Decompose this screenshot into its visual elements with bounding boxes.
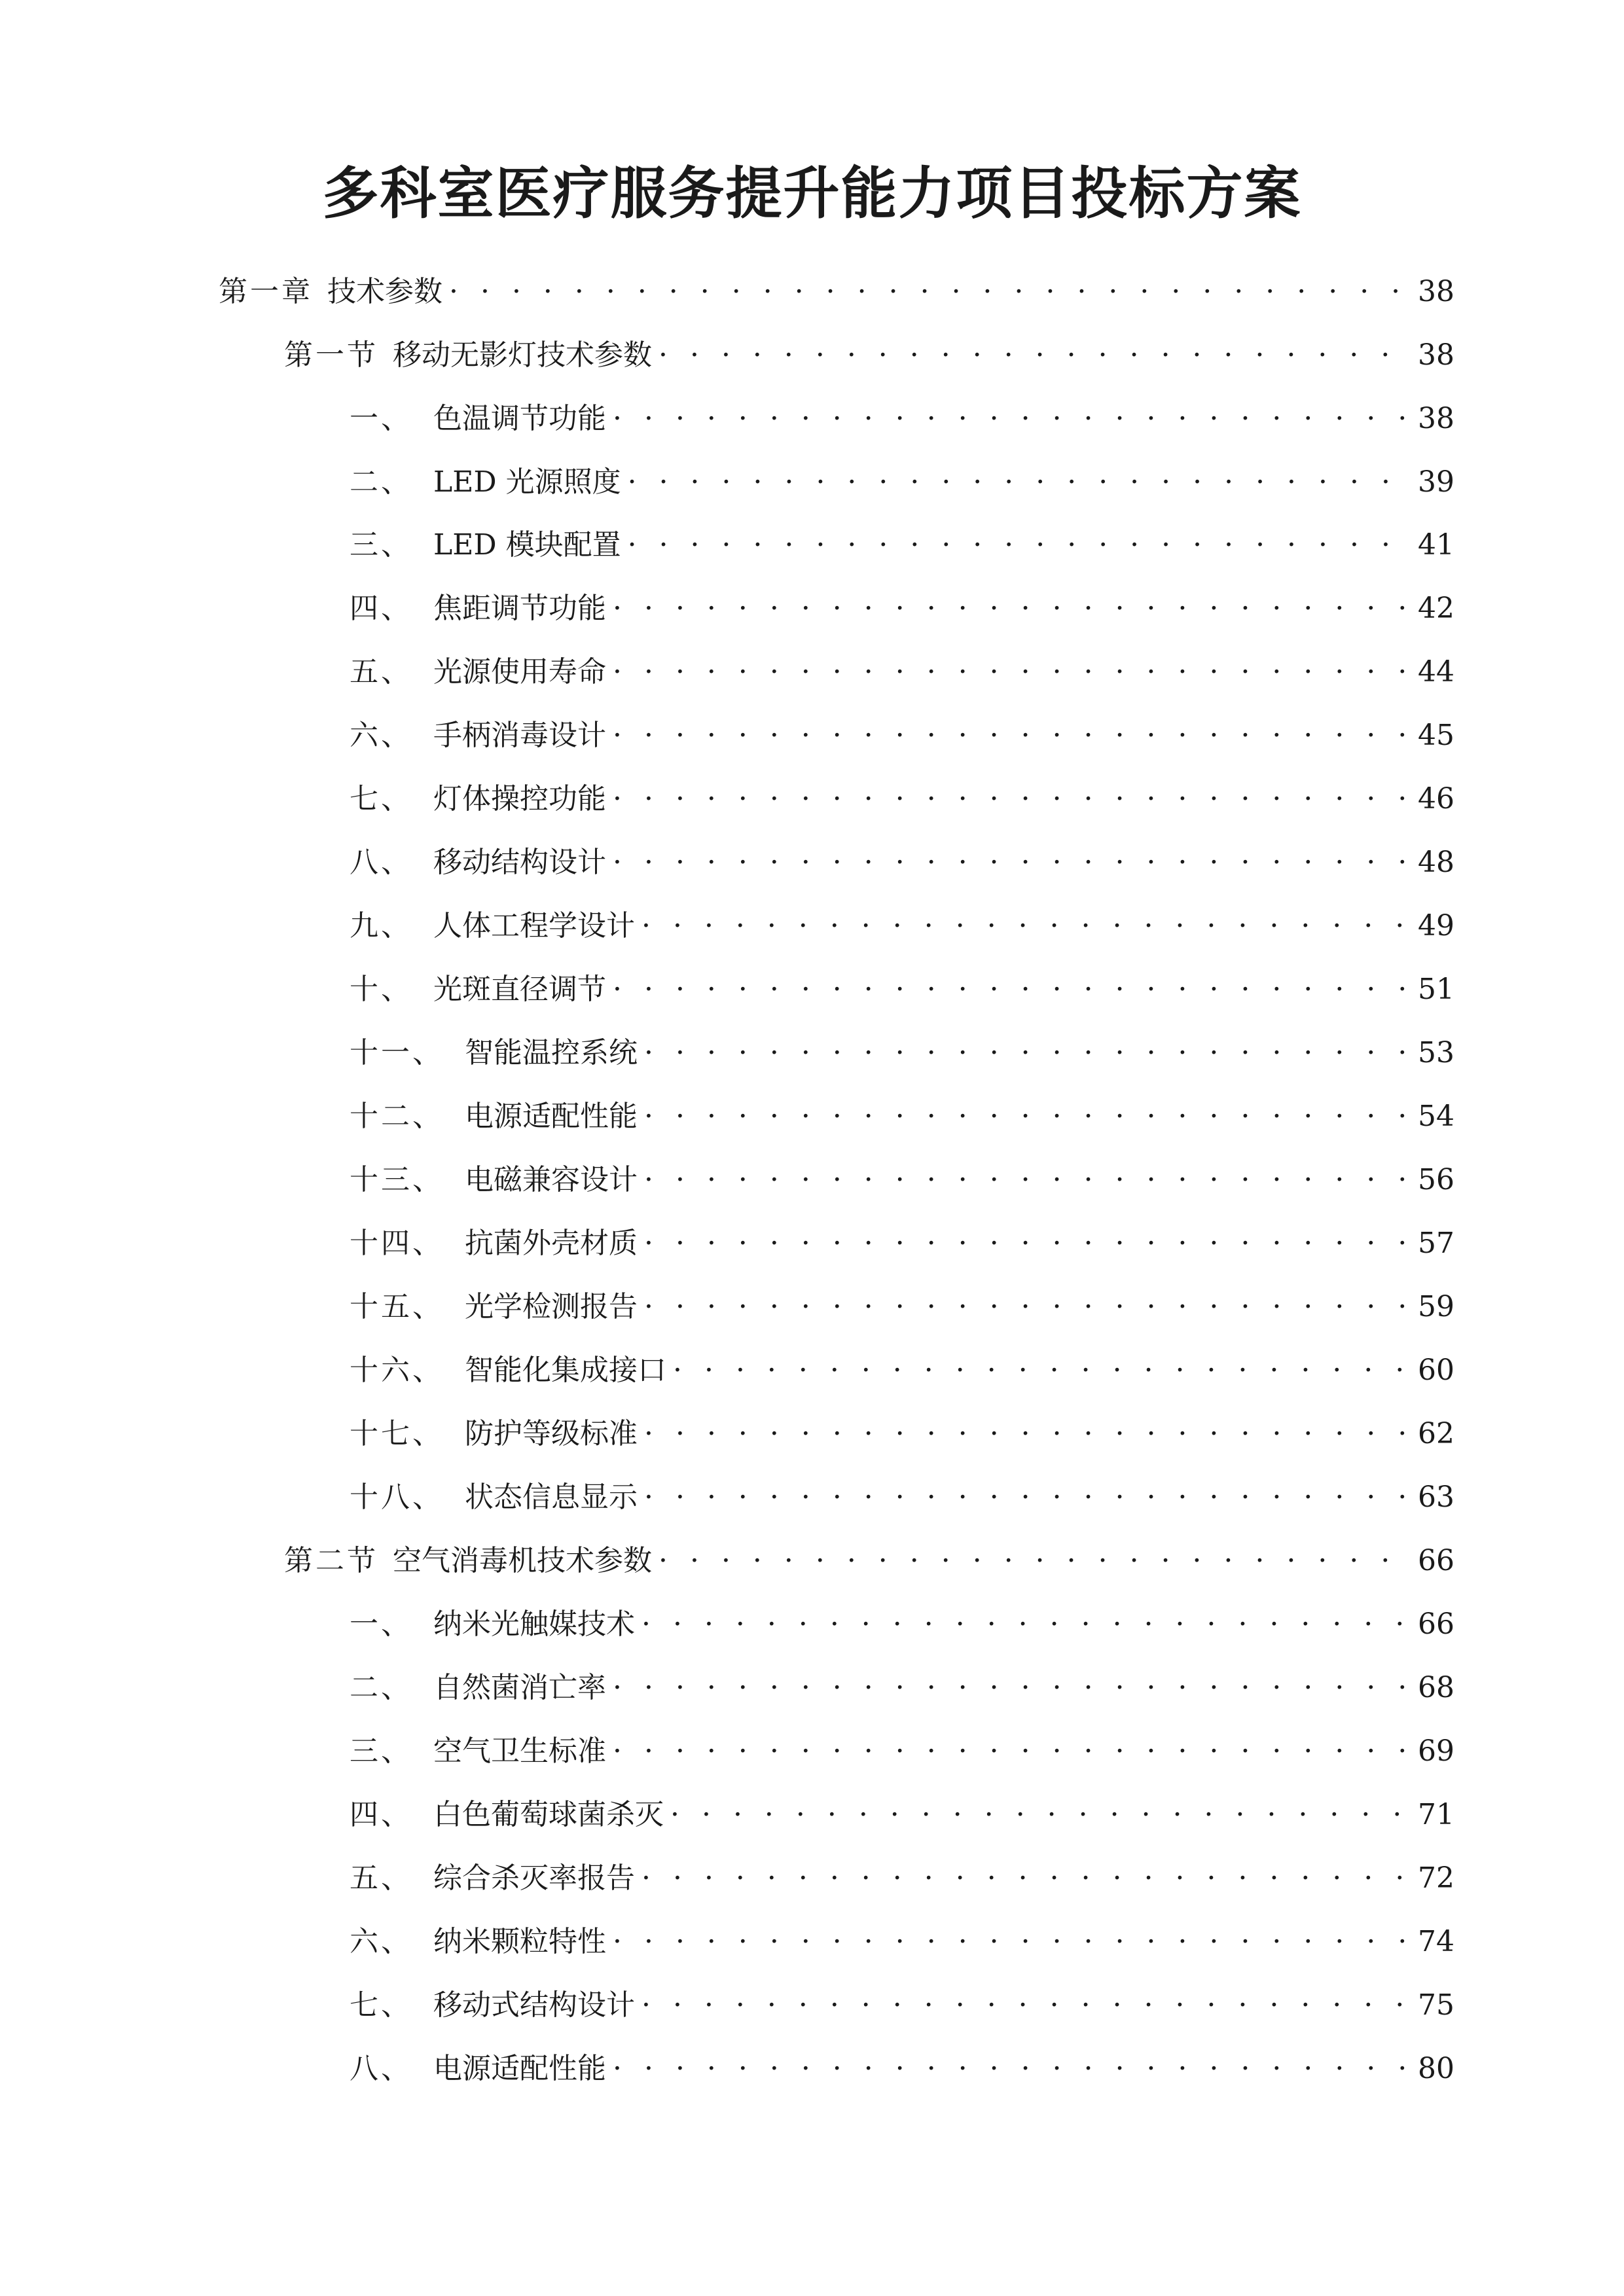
- toc-entry-title: 空气消毒机技术参数: [393, 1544, 652, 1577]
- dot-leader: [641, 1859, 1409, 1898]
- toc-entry-page: 74: [1418, 1925, 1454, 1958]
- toc-entry-title: 空气卫生标准: [433, 1734, 606, 1768]
- toc-entry-item[interactable]: [350, 1097, 1454, 1136]
- toc-entry-page: 38: [1418, 338, 1454, 372]
- toc-entry-item[interactable]: [350, 653, 1454, 692]
- toc-entry-page: 42: [1418, 592, 1454, 625]
- toc-entry-page: 46: [1418, 782, 1454, 816]
- dot-leader: [659, 336, 1409, 375]
- toc-entry-number: 二、: [350, 1671, 412, 1704]
- toc-entry-page: 54: [1418, 1100, 1454, 1133]
- toc-entry-item[interactable]: [350, 1160, 1454, 1200]
- toc-entry-number: 第二节: [284, 1544, 378, 1577]
- dot-leader: [673, 1351, 1409, 1390]
- toc-entry-title: 光斑直径调节: [433, 973, 606, 1006]
- dot-leader: [613, 1668, 1409, 1708]
- dot-leader: [613, 970, 1409, 1009]
- toc-entry-title: 移动式结构设计: [433, 1988, 635, 2022]
- toc-entry-number: 六、: [350, 1925, 412, 1958]
- dot-leader: [641, 906, 1409, 946]
- toc-entry-item[interactable]: [350, 1478, 1454, 1517]
- toc-entry-item[interactable]: [350, 1224, 1454, 1263]
- toc-entry-item[interactable]: [350, 906, 1454, 946]
- toc-entry-title: 纳米光触媒技术: [433, 1607, 635, 1641]
- toc-entry-number: 五、: [350, 1861, 412, 1895]
- toc-entry-item[interactable]: [350, 2049, 1454, 2089]
- dot-leader: [613, 1922, 1409, 1962]
- toc-entry-page: 39: [1418, 465, 1454, 499]
- toc-entry-title: 手柄消毒设计: [433, 719, 606, 752]
- toc-entry-page: 41: [1418, 528, 1454, 562]
- document-title: 多科室医疗服务提升能力项目投标方案: [322, 161, 1302, 226]
- toc-entry-chapter[interactable]: [219, 272, 1454, 312]
- dot-leader: [644, 1097, 1409, 1136]
- dot-leader: [628, 463, 1409, 502]
- toc-entry-title: 智能温控系统: [465, 1036, 638, 1069]
- toc-entry-title: 灯体操控功能: [433, 782, 606, 816]
- toc-entry-title: 移动结构设计: [433, 846, 606, 879]
- toc-entry-item[interactable]: [350, 780, 1454, 819]
- toc-entry-item[interactable]: [350, 1668, 1454, 1708]
- dot-leader: [644, 1160, 1409, 1200]
- dot-leader: [613, 2049, 1409, 2089]
- toc-entry-title: 智能化集成接口: [465, 1354, 666, 1387]
- toc-entry-number: 十八、: [350, 1480, 444, 1514]
- toc-entry-number: 十、: [350, 973, 412, 1006]
- toc-entry-title: 纳米颗粒特性: [433, 1925, 606, 1958]
- dot-leader: [644, 1033, 1409, 1073]
- dot-leader: [613, 589, 1409, 628]
- toc-entry-title: 光源使用寿命: [433, 655, 606, 689]
- toc-entry-title: 电磁兼容设计: [465, 1163, 638, 1196]
- toc-entry-item[interactable]: [350, 589, 1454, 628]
- dot-leader: [613, 716, 1409, 755]
- toc-entry-title: 电源适配性能: [433, 2052, 606, 2085]
- dot-leader: [659, 1541, 1409, 1581]
- toc-entry-number: 四、: [350, 1798, 412, 1831]
- dot-leader: [644, 1287, 1409, 1327]
- toc-entry-number: 十二、: [350, 1100, 444, 1133]
- toc-entry-page: 49: [1418, 909, 1454, 942]
- toc-entry-page: 71: [1418, 1798, 1454, 1831]
- toc-entry-page: 45: [1418, 719, 1454, 752]
- toc-entry-title: 综合杀灭率报告: [433, 1861, 635, 1895]
- toc-entry-page: 68: [1418, 1671, 1454, 1704]
- dot-leader: [641, 1986, 1409, 2025]
- dot-leader: [613, 843, 1409, 882]
- toc-entry-number: 第一节: [284, 338, 378, 372]
- toc-entry-number: 十五、: [350, 1290, 444, 1323]
- toc-entry-number: 八、: [350, 846, 412, 879]
- toc-entry-page: 66: [1418, 1544, 1454, 1577]
- dot-leader: [613, 1732, 1409, 1771]
- toc-entry-number: 三、: [350, 1734, 412, 1768]
- dot-leader: [613, 780, 1409, 819]
- toc-entry-title: 白色葡萄球菌杀灭: [433, 1798, 664, 1831]
- toc-entry-page: 69: [1418, 1734, 1454, 1768]
- toc-entry-page: 66: [1418, 1607, 1454, 1641]
- toc-entry-page: 38: [1418, 402, 1454, 435]
- toc-entry-item[interactable]: [350, 399, 1454, 439]
- toc-entry-item[interactable]: [350, 843, 1454, 882]
- toc-entry-title: 色温调节功能: [433, 402, 606, 435]
- toc-entry-title: 防护等级标准: [465, 1417, 638, 1450]
- toc-entry-page: 38: [1418, 275, 1454, 308]
- toc-entry-number: 三、: [350, 528, 412, 562]
- dot-leader: [644, 1478, 1409, 1517]
- toc-entry-section[interactable]: [284, 336, 1454, 375]
- toc-entry-item[interactable]: [350, 1414, 1454, 1454]
- toc-entry-title: 移动无影灯技术参数: [393, 338, 652, 372]
- toc-entry-item[interactable]: [350, 526, 1454, 565]
- toc-entry-title: LED 模块配置: [433, 528, 621, 562]
- toc-entry-title: 人体工程学设计: [433, 909, 635, 942]
- toc-entry-number: 第一章: [219, 275, 313, 308]
- toc-entry-number: 七、: [350, 782, 412, 816]
- toc-entry-item[interactable]: [350, 1922, 1454, 1962]
- dot-leader: [628, 526, 1409, 565]
- toc-entry-item[interactable]: [350, 1986, 1454, 2025]
- toc-entry-number: 八、: [350, 2052, 412, 2085]
- toc-entry-page: 53: [1418, 1036, 1454, 1069]
- toc-entry-item[interactable]: [350, 1287, 1454, 1327]
- toc-entry-number: 十六、: [350, 1354, 444, 1387]
- toc-entry-number: 十四、: [350, 1227, 444, 1260]
- toc-entry-item[interactable]: [350, 970, 1454, 1009]
- toc-entry-number: 一、: [350, 1607, 412, 1641]
- toc-entry-page: 56: [1418, 1163, 1454, 1196]
- dot-leader: [644, 1414, 1409, 1454]
- toc-entry-number: 十一、: [350, 1036, 444, 1069]
- toc-entry-number: 一、: [350, 402, 412, 435]
- toc-entry-title: 光学检测报告: [465, 1290, 638, 1323]
- toc-entry-page: 62: [1418, 1417, 1454, 1450]
- toc-entry-item[interactable]: [350, 716, 1454, 755]
- toc-entry-title: LED 光源照度: [433, 465, 621, 499]
- toc-entry-page: 51: [1418, 973, 1454, 1006]
- toc-entry-item[interactable]: [350, 1351, 1454, 1390]
- toc-entry-page: 59: [1418, 1290, 1454, 1323]
- toc-entry-page: 72: [1418, 1861, 1454, 1895]
- toc-entry-title: 自然菌消亡率: [433, 1671, 606, 1704]
- dot-leader: [644, 1224, 1409, 1263]
- toc-entry-number: 十三、: [350, 1163, 444, 1196]
- toc-entry-page: 80: [1418, 2052, 1454, 2085]
- toc-entry-title: 状态信息显示: [465, 1480, 638, 1514]
- toc-entry-item[interactable]: [350, 1795, 1454, 1835]
- toc-entry-number: 五、: [350, 655, 412, 689]
- toc-entry-number: 七、: [350, 1988, 412, 2022]
- dot-leader: [449, 272, 1409, 312]
- dot-leader: [613, 653, 1409, 692]
- toc-entry-number: 六、: [350, 719, 412, 752]
- toc-entry-page: 57: [1418, 1227, 1454, 1260]
- toc-entry-title: 抗菌外壳材质: [465, 1227, 638, 1260]
- dot-leader: [670, 1795, 1409, 1835]
- toc-entry-number: 二、: [350, 465, 412, 499]
- toc-entry-title: 技术参数: [327, 275, 442, 308]
- toc-entry-item[interactable]: [350, 463, 1454, 502]
- toc-entry-page: 44: [1418, 655, 1454, 689]
- toc-entry-page: 63: [1418, 1480, 1454, 1514]
- toc-entry-item[interactable]: [350, 1033, 1454, 1073]
- toc-entry-title: 焦距调节功能: [433, 592, 606, 625]
- toc-entry-page: 60: [1418, 1354, 1454, 1387]
- toc-entry-item[interactable]: [350, 1605, 1454, 1644]
- toc-entry-number: 四、: [350, 592, 412, 625]
- toc-entry-number: 十七、: [350, 1417, 444, 1450]
- toc-entry-number: 九、: [350, 909, 412, 942]
- toc-entry-section[interactable]: [284, 1541, 1454, 1581]
- dot-leader: [641, 1605, 1409, 1644]
- toc-entry-item[interactable]: [350, 1732, 1454, 1771]
- toc-entry-item[interactable]: [350, 1859, 1454, 1898]
- toc-entry-title: 电源适配性能: [465, 1100, 638, 1133]
- toc-entry-page: 48: [1418, 846, 1454, 879]
- toc-entry-page: 75: [1418, 1988, 1454, 2022]
- dot-leader: [613, 399, 1409, 439]
